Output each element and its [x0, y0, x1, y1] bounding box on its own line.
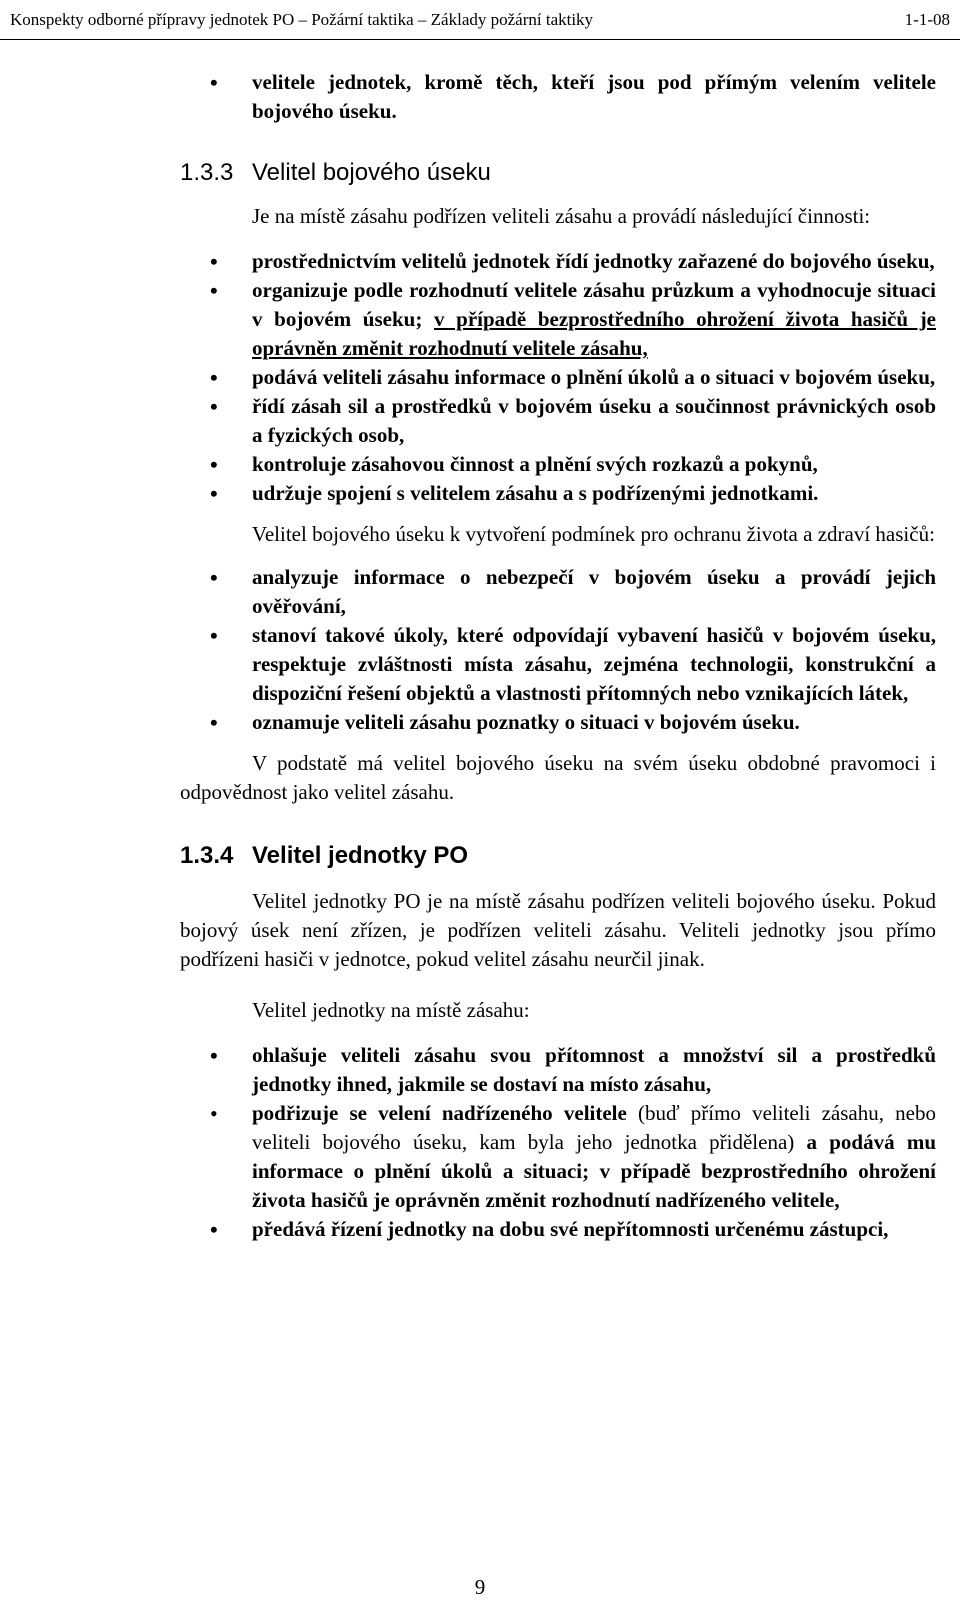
section-number: 1.3.4 [180, 842, 234, 869]
list-item: • ohlašuje veliteli zásahu svou přítomnost a množství sil a prostředků jednotky ihned, jakmile se dostaví na místo zásahu, [180, 1041, 936, 1099]
list-item: • velitele jednotek, kromě těch, kteří jsou pod přímým velením velitele bojového úseku. [180, 68, 936, 126]
page-content [180, 68, 936, 1244]
list-item [180, 1099, 936, 1215]
list-item: • předává řízení jednotky na dobu své nepřítomnosti určenému zástupci, [180, 1215, 936, 1244]
list-item-text: a podává mu informace o plnění úkolů a situaci; v případě bezprostředního ohrožení života hasičů je oprávněn změnit rozhodnutí nadřízeného velitele, [252, 1130, 937, 1212]
top-list [180, 68, 936, 126]
commander-list [180, 1041, 936, 1244]
paragraph: Je na místě zásahu podřízen veliteli zásahu a provádí následující činnosti: [252, 204, 871, 228]
list-item: • podává veliteli zásahu informace o plnění úkolů a o situaci v bojovém úseku, [180, 363, 936, 392]
section-number: 1.3.3 [180, 159, 234, 186]
list-item: • prostřednictvím velitelů jednotek řídí jednotky zařazené do bojového úseku, [180, 247, 936, 276]
header-code: 1-1-08 [904, 9, 950, 29]
list-item: • udržuje spojení s velitelem zásahu a s podřízenými jednotkami. [180, 479, 936, 508]
paragraph: V podstatě má velitel bojového úseku na svém úseku obdobné pravomoci i odpovědnost jako velitel zásahu. [180, 751, 936, 804]
list-item-text: organizuje podle rozhodnutí velitele zásahu průzkum a vyhodnocuje situaci v bojovém úseku; [252, 278, 936, 331]
list-item: • kontroluje zásahovou činnost a plnění svých rozkazů a pokynů, [180, 450, 936, 479]
page-header [0, 0, 960, 40]
paragraph: Velitel jednotky na místě zásahu: [252, 998, 530, 1022]
list-item: • stanoví takové úkoly, které odpovídají vybavení hasičů v bojovém úseku, respektuje zvláštnosti místa zásahu, zejména technologii, konstrukční a dispoziční řešení objektů a vlastnosti přítomných nebo vznikajících látek, [180, 621, 936, 708]
list-item-text: (buď přímo veliteli zásahu, nebo veliteli bojového úseku, kam byla jeho jednotka přidělena) [252, 1101, 936, 1154]
section-title: Velitel jednotky PO [252, 842, 469, 869]
paragraph: Velitel jednotky PO je na místě zásahu podřízen veliteli bojového úseku. Pokud bojový úsek není zřízen, je podřízen veliteli zásahu. Veliteli jednotky jsou přímo podřízeni hasiči v jednotce, pokud velitel zásahu neurčil jinak. [180, 889, 936, 971]
duties-list [180, 247, 936, 508]
page-number: 9 [474, 1575, 486, 1599]
list-item: • oznamuje veliteli zásahu poznatky o situaci v bojovém úseku. [180, 708, 936, 737]
paragraph: Velitel bojového úseku k vytvoření podmínek pro ochranu života a zdraví hasičů: [252, 522, 935, 546]
section-heading-1-3-4 [180, 841, 936, 871]
list-item: • řídí zásah sil a prostředků v bojovém úseku a součinnost právnických osob a fyzických osob, [180, 392, 936, 450]
list-item [180, 276, 936, 363]
header-title: Konspekty odborné přípravy jednotek PO – Požární taktika – Základy požární taktiky [10, 9, 594, 29]
list-item: • analyzuje informace o nebezpečí v bojovém úseku a provádí jejich ověřování, [180, 563, 936, 621]
section-title: Velitel bojového úseku [252, 159, 491, 186]
list-item-text: podřizuje se velení nadřízeného velitele [252, 1101, 627, 1125]
safety-list [180, 563, 936, 737]
underlined-text: v případě bezprostředního ohrožení života hasičů je oprávněn změnit rozhodnutí velitele zásahu, [252, 307, 937, 360]
section-heading-1-3-3 [180, 158, 936, 188]
